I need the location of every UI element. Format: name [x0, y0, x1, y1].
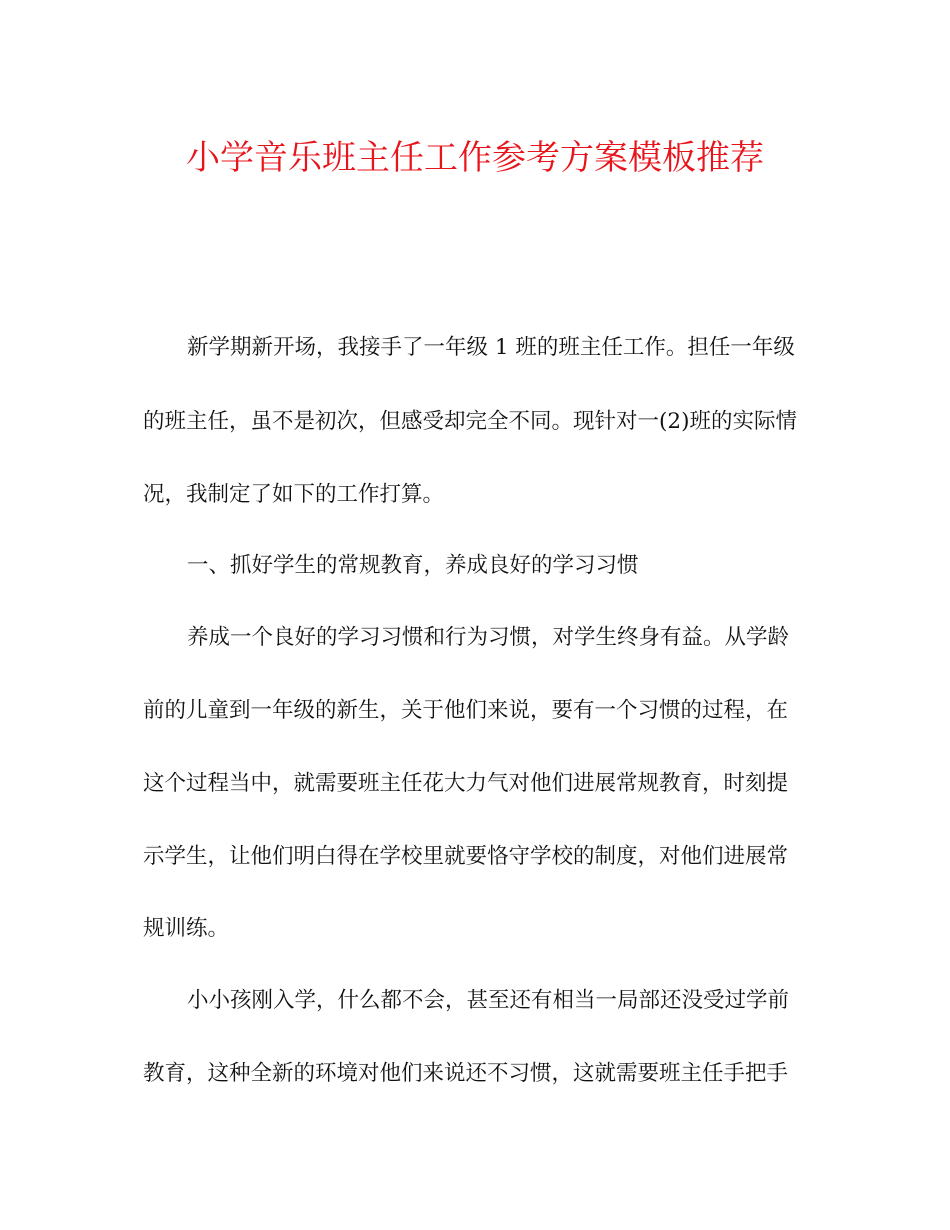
paragraph-line: 教育，这种全新的环境对他们来说还不习惯，这就需要班主任手把手 [143, 1061, 789, 1086]
document-title: 小学音乐班主任工作参考方案模板推荐 [186, 138, 764, 178]
section-heading: 一、抓好学生的常规教育，养成良好的学习习惯 [187, 553, 639, 578]
paragraph-line: 养成一个良好的学习习惯和行为习惯，对学生终身有益。从学龄 [187, 625, 790, 650]
paragraph-line: 况，我制定了如下的工作打算。 [143, 482, 445, 507]
paragraph-line: 小小孩刚入学，什么都不会，甚至还有相当一局部还没受过学前 [187, 988, 790, 1013]
paragraph-line: 这个过程当中，就需要班主任花大力气对他们进展常规教育，时刻提 [143, 771, 789, 796]
paragraph-line: 示学生，让他们明白得在学校里就要恪守学校的制度，对他们进展常 [143, 844, 789, 869]
paragraph-line: 规训练。 [143, 916, 230, 941]
paragraph-line: 前的儿童到一年级的新生，关于他们来说，要有一个习惯的过程，在 [143, 698, 789, 723]
paragraph-line: 的班主任，虽不是初次，但感受却完全不同。现针对一(2)班的实际情 [143, 409, 797, 434]
paragraph-line: 新学期新开场，我接手了一年级 1 班的班主任工作。担任一年级 [187, 335, 795, 360]
